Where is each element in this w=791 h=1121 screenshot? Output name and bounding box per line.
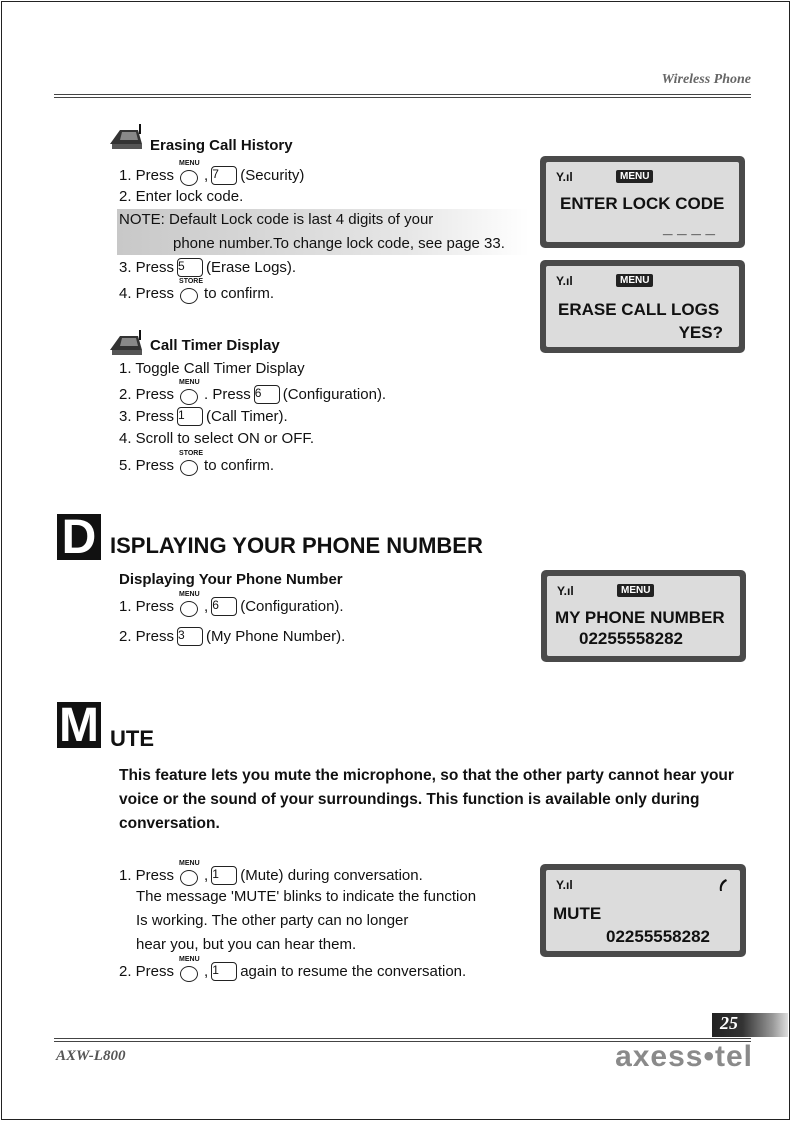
lcd-line-1: MY PHONE NUMBER (555, 608, 725, 627)
header-rule-2 (54, 97, 751, 98)
lcd-line-2: 02255558282 (579, 629, 684, 648)
mute-description: This feature lets you mute the microphone, so that the other party cannot hear your voice or the sound of your surroundings. This function is available only during conversation. (119, 767, 734, 832)
mute-step-1-line-4: hear you, but you can hear them. (136, 936, 357, 953)
signal-icon: Y.ıl (556, 878, 573, 892)
mute-step-2: 2. Press MENU , 1 again to resume the conversation. (119, 960, 466, 982)
menu-tag: MENU (616, 170, 653, 183)
menu-key-icon: MENU (179, 383, 199, 405)
erasing-step-3: 3. Press 5 (Erase Logs). (119, 259, 297, 276)
erasing-step-2: 2. Enter lock code. (119, 188, 244, 205)
erasing-step-4: 4. Press STORE to confirm. (119, 282, 274, 304)
menu-key-icon: MENU (179, 864, 199, 886)
mute-step-1-line-3: Is working. The other party can no longer (136, 912, 409, 929)
lcd-erase-call-logs (540, 260, 745, 353)
menu-key-icon: MENU (179, 960, 199, 982)
lcd-line-2: _ _ _ _ (663, 218, 715, 237)
store-key-icon: STORE (179, 282, 199, 304)
erasing-step-1: 1. Press MENU , 7 (Security) (119, 164, 304, 186)
key-6: 6 (254, 385, 280, 404)
menu-key-icon: MENU (179, 595, 199, 617)
section-title-display: ISPLAYING YOUR PHONE NUMBER (110, 533, 483, 558)
handset-icon (716, 878, 730, 892)
display-step-1: 1. Press MENU , 6 (Configuration). (119, 595, 344, 617)
step-text: 1. Press (119, 166, 175, 184)
menu-tag: MENU (617, 584, 654, 597)
timer-title: Call Timer Display (150, 337, 280, 354)
mute-step-1-line-2: The message 'MUTE' blinks to indicate the function (136, 888, 477, 905)
page-number: 25 (712, 1013, 788, 1037)
lcd-line-1: ENTER LOCK CODE (560, 194, 725, 213)
timer-step-5: 5. Press STORE to confirm. (119, 454, 274, 476)
key-1: 1 (211, 866, 237, 885)
model-name: AXW-L800 (56, 1048, 126, 1064)
signal-icon: Y.ıl (557, 584, 574, 598)
lcd-line-1: ERASE CALL LOGS (558, 300, 720, 319)
key-7: 7 (211, 166, 237, 185)
lcd-line-1: MUTE (553, 904, 602, 923)
section-initial-d: D (57, 514, 101, 560)
timer-step-1: 1. Toggle Call Timer Display (119, 360, 305, 377)
desk-phone-icon (108, 122, 144, 152)
lcd-enter-lock-code (540, 156, 745, 248)
mute-step-1: 1. Press MENU , 1 (Mute) during conversation. (119, 864, 423, 886)
header-rule (54, 94, 751, 95)
signal-icon: Y.ıl (556, 274, 573, 288)
brand-logo: axess•tel (615, 1040, 753, 1073)
timer-step-3: 3. Press 1 (Call Timer). (119, 408, 288, 425)
key-1: 1 (177, 407, 203, 426)
menu-key-icon: MENU (179, 164, 199, 186)
key-5: 5 (177, 258, 203, 277)
step-text: (Security) (240, 166, 305, 184)
desk-phone-icon (108, 328, 144, 358)
lcd-my-phone-number (541, 570, 746, 662)
display-subtitle: Displaying Your Phone Number (119, 571, 343, 588)
menu-tag: MENU (616, 274, 653, 287)
store-key-icon: STORE (179, 454, 199, 476)
note-line-1: NOTE: Default Lock code is last 4 digits of your (119, 211, 434, 228)
section-title-mute: UTE (110, 726, 154, 751)
timer-step-2: 2. Press MENU . Press 6 (Configuration). (119, 383, 386, 405)
key-1: 1 (211, 962, 237, 981)
footer-rule (54, 1038, 751, 1039)
header-title: Wireless Phone (661, 72, 751, 87)
display-step-2: 2. Press 3 (My Phone Number). (119, 628, 346, 645)
timer-step-4: 4. Scroll to select ON or OFF. (119, 430, 315, 447)
signal-icon: Y.ıl (556, 170, 573, 184)
key-3: 3 (177, 627, 203, 646)
lcd-line-2: 02255558282 (606, 927, 711, 946)
section-initial-m: M (57, 702, 101, 748)
key-6: 6 (211, 597, 237, 616)
lcd-mute (540, 864, 746, 957)
erasing-title: Erasing Call History (150, 137, 293, 154)
lcd-line-2: YES? (678, 323, 723, 342)
note-line-2: phone number.To change lock code, see page 33. (173, 235, 505, 252)
